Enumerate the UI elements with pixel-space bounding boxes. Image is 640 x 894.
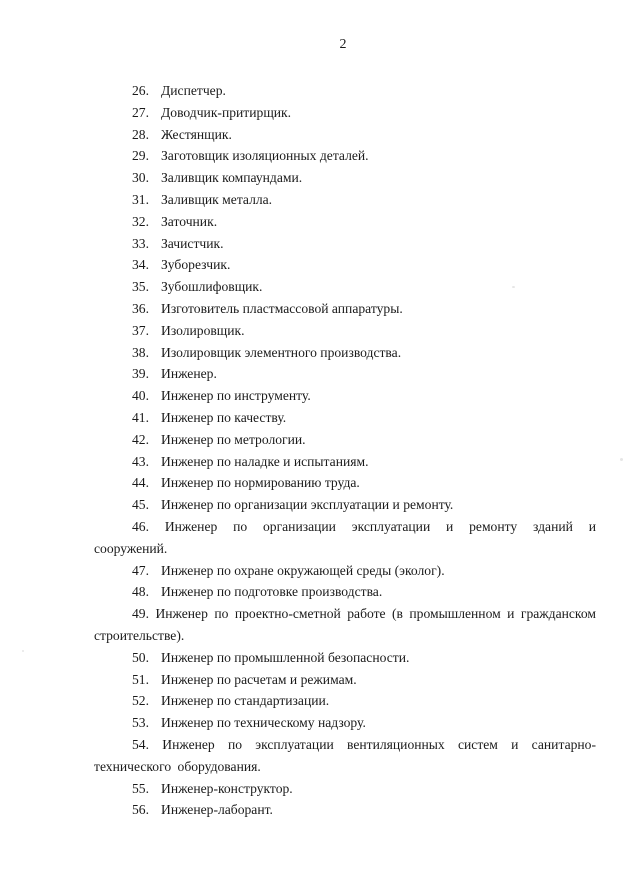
- item-number: 56.: [132, 802, 149, 818]
- item-text: Зубошлифовщик.: [161, 279, 263, 295]
- item-number: 46.: [132, 518, 149, 534]
- item-text: Инженер по организации эксплуатации и ремонту.: [161, 497, 454, 513]
- item-text: Инженер по наладке и испытаниям.: [161, 453, 369, 469]
- item-text: Инженер-конструктор.: [161, 780, 293, 796]
- item-text: Диспетчер.: [161, 83, 226, 98]
- list-item: [94, 233, 596, 255]
- list-item: [94, 80, 596, 102]
- list-item: [94, 451, 596, 473]
- item-text: Инженер по охране окружающей среды (эколог).: [161, 562, 445, 578]
- list-item: [94, 298, 596, 320]
- list-item: [94, 407, 596, 429]
- item-number: 33.: [132, 235, 149, 251]
- list-item: [94, 669, 596, 691]
- item-text: Изолировщик.: [161, 322, 245, 338]
- item-number: 39.: [132, 366, 149, 382]
- item-number: 42.: [132, 431, 149, 447]
- list-item: [94, 581, 596, 603]
- item-text: Инженер по стандартизации.: [161, 693, 330, 709]
- item-number: 27.: [132, 104, 149, 120]
- item-number: 53.: [132, 715, 149, 731]
- scan-speck: [620, 458, 623, 461]
- item-text: Изготовитель пластмассовой аппаратуры.: [161, 300, 403, 316]
- item-number: 36.: [132, 300, 149, 316]
- item-text: Инженер по качеству.: [161, 409, 287, 425]
- item-number: 35.: [132, 279, 149, 295]
- item-text: Инженер по промышленной безопасности.: [161, 649, 410, 665]
- item-number: 48.: [132, 584, 149, 600]
- item-number: 28.: [132, 126, 149, 142]
- item-text: Зачистчик.: [161, 235, 224, 251]
- item-text: Изолировщик элементного производства.: [161, 344, 402, 360]
- item-number: 40.: [132, 388, 149, 404]
- item-number: 31.: [132, 191, 149, 207]
- list-item: [94, 647, 596, 669]
- item-text: Доводчик-притирщик.: [161, 104, 292, 120]
- item-text: Заливщик металла.: [161, 191, 273, 207]
- item-number: 43.: [132, 453, 149, 469]
- list-item: [94, 254, 596, 276]
- item-number: 51.: [132, 671, 149, 687]
- list-item: [94, 778, 596, 800]
- list-item: [94, 145, 596, 167]
- list-item: [94, 124, 596, 146]
- item-number: 34.: [132, 257, 149, 273]
- item-number: 50.: [132, 649, 149, 665]
- list-item: [94, 276, 596, 298]
- list-item: [94, 320, 596, 342]
- item-number: 41.: [132, 409, 149, 425]
- item-number: 26.: [132, 83, 149, 98]
- item-text: Инженер по инструменту.: [161, 388, 311, 404]
- item-number: 29.: [132, 148, 149, 164]
- item-text: Инженер по расчетам и режимам.: [161, 671, 357, 687]
- list-item: [94, 102, 596, 124]
- item-number: 47.: [132, 562, 149, 578]
- list-item: [94, 603, 596, 647]
- item-number: 54.: [132, 736, 149, 752]
- item-number: 55.: [132, 780, 149, 796]
- item-number: 49.: [132, 606, 149, 622]
- list-item: [94, 363, 596, 385]
- list-item: [94, 342, 596, 364]
- item-text: Заточник.: [161, 213, 218, 229]
- item-text: Заливщик компаундами.: [161, 170, 303, 186]
- list-item: [94, 712, 596, 734]
- item-text: Инженер по метрологии.: [161, 431, 306, 447]
- scan-speck: [22, 650, 24, 652]
- item-number: 44.: [132, 475, 149, 491]
- item-text: Инженер по техническому надзору.: [161, 715, 366, 731]
- item-text: Инженер-лаборант.: [161, 802, 273, 818]
- item-text: Инженер по подготовке производства.: [161, 584, 383, 600]
- item-text: Инженер по организации эксплуатации и ремонту зданий и сооружений.: [94, 518, 596, 556]
- list-item: [94, 189, 596, 211]
- list-item: [94, 690, 596, 712]
- item-number: 32.: [132, 213, 149, 229]
- item-number: 45.: [132, 497, 149, 513]
- list-item: [94, 429, 596, 451]
- list-item: [94, 516, 596, 560]
- list-item: [94, 560, 596, 582]
- scan-speck: [512, 286, 515, 288]
- list-item: [94, 385, 596, 407]
- list-item: [94, 472, 596, 494]
- item-number: 30.: [132, 170, 149, 186]
- list-item: [94, 211, 596, 233]
- list-item: [94, 734, 596, 778]
- list-item: [94, 494, 596, 516]
- item-text: Инженер.: [161, 366, 217, 382]
- list-item: [94, 167, 596, 189]
- item-text: Заготовщик изоляционных деталей.: [161, 148, 369, 164]
- item-number: 38.: [132, 344, 149, 360]
- item-text: Инженер по нормированию труда.: [161, 475, 360, 491]
- item-text: Инженер по проектно-сметной работе (в промышленном и гражданском строительстве).: [94, 606, 596, 643]
- item-text: Жестянщик.: [161, 126, 232, 142]
- page-number: 2: [339, 37, 347, 52]
- list-item: [94, 799, 596, 821]
- occupation-list: [94, 80, 596, 821]
- item-number: 37.: [132, 322, 149, 338]
- item-number: 52.: [132, 693, 149, 709]
- item-text: Зуборезчик.: [161, 257, 231, 273]
- item-text: Инженер по эксплуатации вентиляционных систем и санитарно-технического оборудования.: [94, 736, 596, 774]
